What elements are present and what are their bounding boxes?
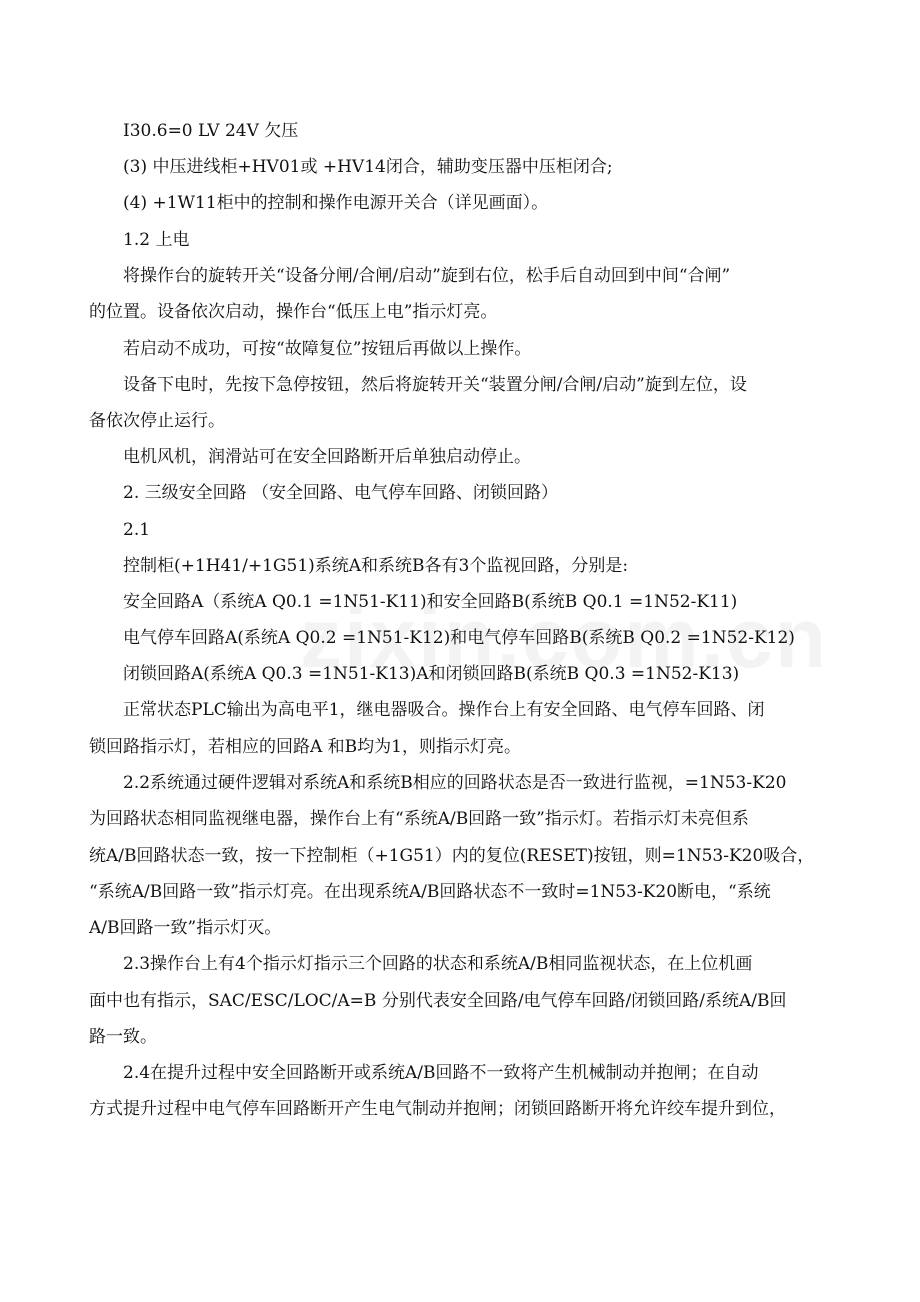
text-line: 安全回路A（系统A Q0.1 =1N51-K11)和安全回路B(系统B Q0.1 =1N52-K11) bbox=[123, 592, 738, 612]
text-line: 电机风机，润滑站可在安全回路断开后单独启动停止。 bbox=[123, 447, 531, 467]
section-heading: 2.1 bbox=[123, 520, 151, 540]
text-line: 电气停车回路A(系统A Q0.2 =1N51-K12)和电气停车回路B(系统B Q0.2 =1N52-K12) bbox=[123, 628, 795, 648]
text-line: (4) +1W11柜中的控制和操作电源开关合（详见画面）。 bbox=[123, 193, 549, 213]
text-line: 2.2系统通过硬件逻辑对系统A和系统B相应的回路状态是否一致进行监视，=1N53-K20 bbox=[123, 773, 787, 793]
text-line: 将操作台的旋转开关“设备分闸/合闸/启动”旋到右位，松手后自动回到中间“合闸” bbox=[123, 266, 731, 286]
text-line: 2.3操作台上有4个指示灯指示三个回路的状态和系统A/B相同监视状态，在上位机画 bbox=[123, 954, 753, 974]
section-heading: 2. 三级安全回路 （安全回路、电气停车回路、闭锁回路） bbox=[123, 483, 559, 503]
text-line: 控制柜(+1H41/+1G51)系统A和系统B各有3个监视回路，分别是: bbox=[123, 556, 629, 576]
text-line: A/B回路一致”指示灯灭。 bbox=[89, 918, 282, 938]
text-line: 的位置。设备依次启动，操作台“低压上电”指示灯亮。 bbox=[89, 302, 498, 322]
text-line: “系统A/B回路一致”指示灯亮。在出现系统A/B回路状态不一致时=1N53-K20断电，“系统 bbox=[89, 882, 771, 902]
text-line: 设备下电时，先按下急停按钮，然后将旋转开关“装置分闸/合闸/启动”旋到左位，设 bbox=[123, 375, 747, 395]
text-line: 为回路状态相同监视继电器，操作台上有“系统A/B回路一致”指示灯。若指示灯未亮但系 bbox=[89, 809, 749, 829]
text-line: (3) 中压进线柜+HV01或 +HV14闭合，辅助变压器中压柜闭合; bbox=[123, 157, 613, 177]
text-line: 若启动不成功，可按“故障复位”按钮后再做以上操作。 bbox=[123, 339, 532, 359]
text-line: 备依次停止运行。 bbox=[89, 411, 225, 431]
text-line: 正常状态PLC输出为高电平1，继电器吸合。操作台上有安全回路、电气停车回路、闭 bbox=[123, 700, 765, 720]
text-line: 方式提升过程中电气停车回路断开产生电气制动并抱闸；闭锁回路断开将允许绞车提升到位， bbox=[89, 1099, 786, 1119]
text-line: 面中也有指示，SAC/ESC/LOC/A=B 分别代表安全回路/电气停车回路/闭锁回路/系统A/B回 bbox=[89, 991, 787, 1011]
text-line: 统A/B回路状态一致，按一下控制柜（+1G51）内的复位(RESET)按钮，则=1N53-K20吸合， bbox=[89, 846, 815, 866]
text-line: 2.4在提升过程中安全回路断开或系统A/B回路不一致将产生机械制动并抱闸；在自动 bbox=[123, 1063, 759, 1083]
text-line: I30.6=0 LV 24V 欠压 bbox=[123, 121, 299, 141]
text-line: 闭锁回路A(系统A Q0.3 =1N51-K13)A和闭锁回路B(系统B Q0.3 =1N52-K13) bbox=[123, 664, 740, 684]
text-line: 锁回路指示灯，若相应的回路A 和B均为1，则指示灯亮。 bbox=[89, 737, 521, 757]
section-heading: 1.2 上电 bbox=[123, 230, 190, 250]
text-line: 路一致。 bbox=[89, 1027, 157, 1047]
